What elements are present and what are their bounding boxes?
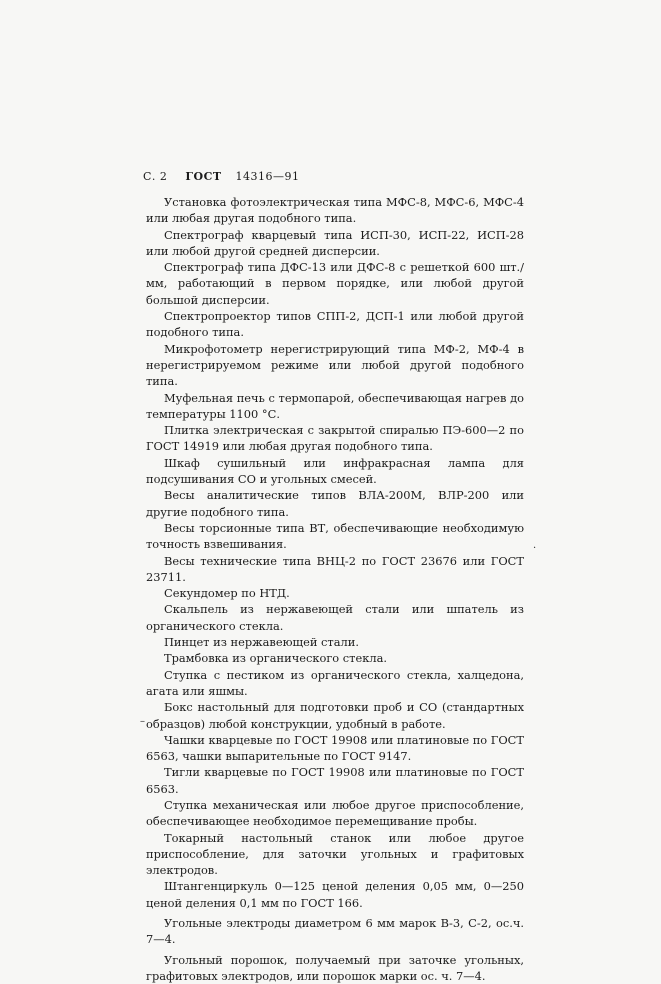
paragraph: Чашки кварцевые по ГОСТ 19908 или платиновые по ГОСТ 6563, чашки выпарительные по ГОСТ 9147. (146, 732, 524, 764)
paragraph: Угольный порошок, получаемый при заточке угольных, графитовых электродов, или порошок марки ос. ч. 7—4. (146, 952, 524, 983)
paragraph: Тигли кварцевые по ГОСТ 19908 или платиновые по ГОСТ 6563. (146, 765, 524, 796)
paragraph: Штангенциркуль 0—125 ценой деления 0,05 мм, 0—250 ценой деления 0,1 мм по ГОСТ 166. (146, 879, 524, 910)
paragraph: Микрофотометр нерегистрирующий типа МФ-2, МФ-4 в нерегистрируемом режиме или любой другой подобного типа. (146, 341, 524, 389)
paragraph: Шкаф сушильный или инфракрасная лампа для подсушивания СО и угольных смесей. (146, 455, 524, 487)
paragraph: Плитка электрическая с закрытой спиралью ПЭ-600—2 по ГОСТ 14919 или любая другая подобного типа. (146, 423, 524, 454)
scan-speck: · (533, 543, 537, 554)
paragraph: Спектропроектор типов СПП-2, ДСП-1 или любой другой подобного типа. (146, 309, 524, 340)
standard-number: 14316—91 (235, 170, 300, 183)
margin-dash: – (140, 716, 145, 727)
paragraph: Весы аналитические типов ВЛА-200М, ВЛР-200 или другие подобного типа. (146, 488, 524, 519)
paragraph: Спектрограф типа ДФС-13 или ДФС-8 с решеткой 600 шт./мм, работающий в первом порядке, или любой другой большой дисперсии. (146, 260, 524, 307)
paragraph: Спектрограф кварцевый типа ИСП-30, ИСП-22, ИСП-28 или любой другой средней дисперсии. (146, 227, 524, 258)
page-header (143, 170, 300, 183)
paragraph: Пинцет из нержавеющей стали. (164, 635, 359, 650)
paragraph: Бокс настольный для подготовки проб и СО (стандартных образцов) любой конструкции, удобный в работе. (146, 700, 524, 731)
paragraph: Угольные электроды диаметром 6 мм марок В-3, С-2, ос.ч. 7—4. (146, 916, 524, 947)
paragraph: Секундомер по НТД. (164, 586, 290, 601)
page-number: С. 2 (143, 170, 168, 183)
paragraph: Скальпель из нержавеющей стали или шпатель из органического стекла. (146, 602, 524, 633)
paragraph: Токарный настольный станок или любое другое приспособление, для заточки угольных и графитовых электродов. (146, 830, 524, 878)
paragraph: Муфельная печь с термопарой, обеспечивающая нагрев до температуры 1100 °С. (146, 390, 524, 421)
paragraph: Трамбовка из органического стекла. (164, 651, 387, 666)
equipment-list (146, 194, 524, 984)
paragraph: Установка фотоэлектрическая типа МФС-8, МФС-6, МФС-4 или любая другая подобного типа. (146, 195, 524, 226)
standard-label: ГОСТ (185, 170, 222, 183)
paragraph: Ступка механическая или любое другое приспособление, обеспечивающее необходимое перемещивание пробы. (146, 797, 524, 829)
paragraph: Весы торсионные типа ВТ, обеспечивающие необходимую точность взвешивания. (146, 520, 524, 552)
paragraph: Весы технические типа ВНЦ-2 по ГОСТ 23676 или ГОСТ 23711. (146, 553, 524, 584)
paragraph: Ступка с пестиком из органического стекла, халцедона, агата или яшмы. (146, 667, 524, 698)
